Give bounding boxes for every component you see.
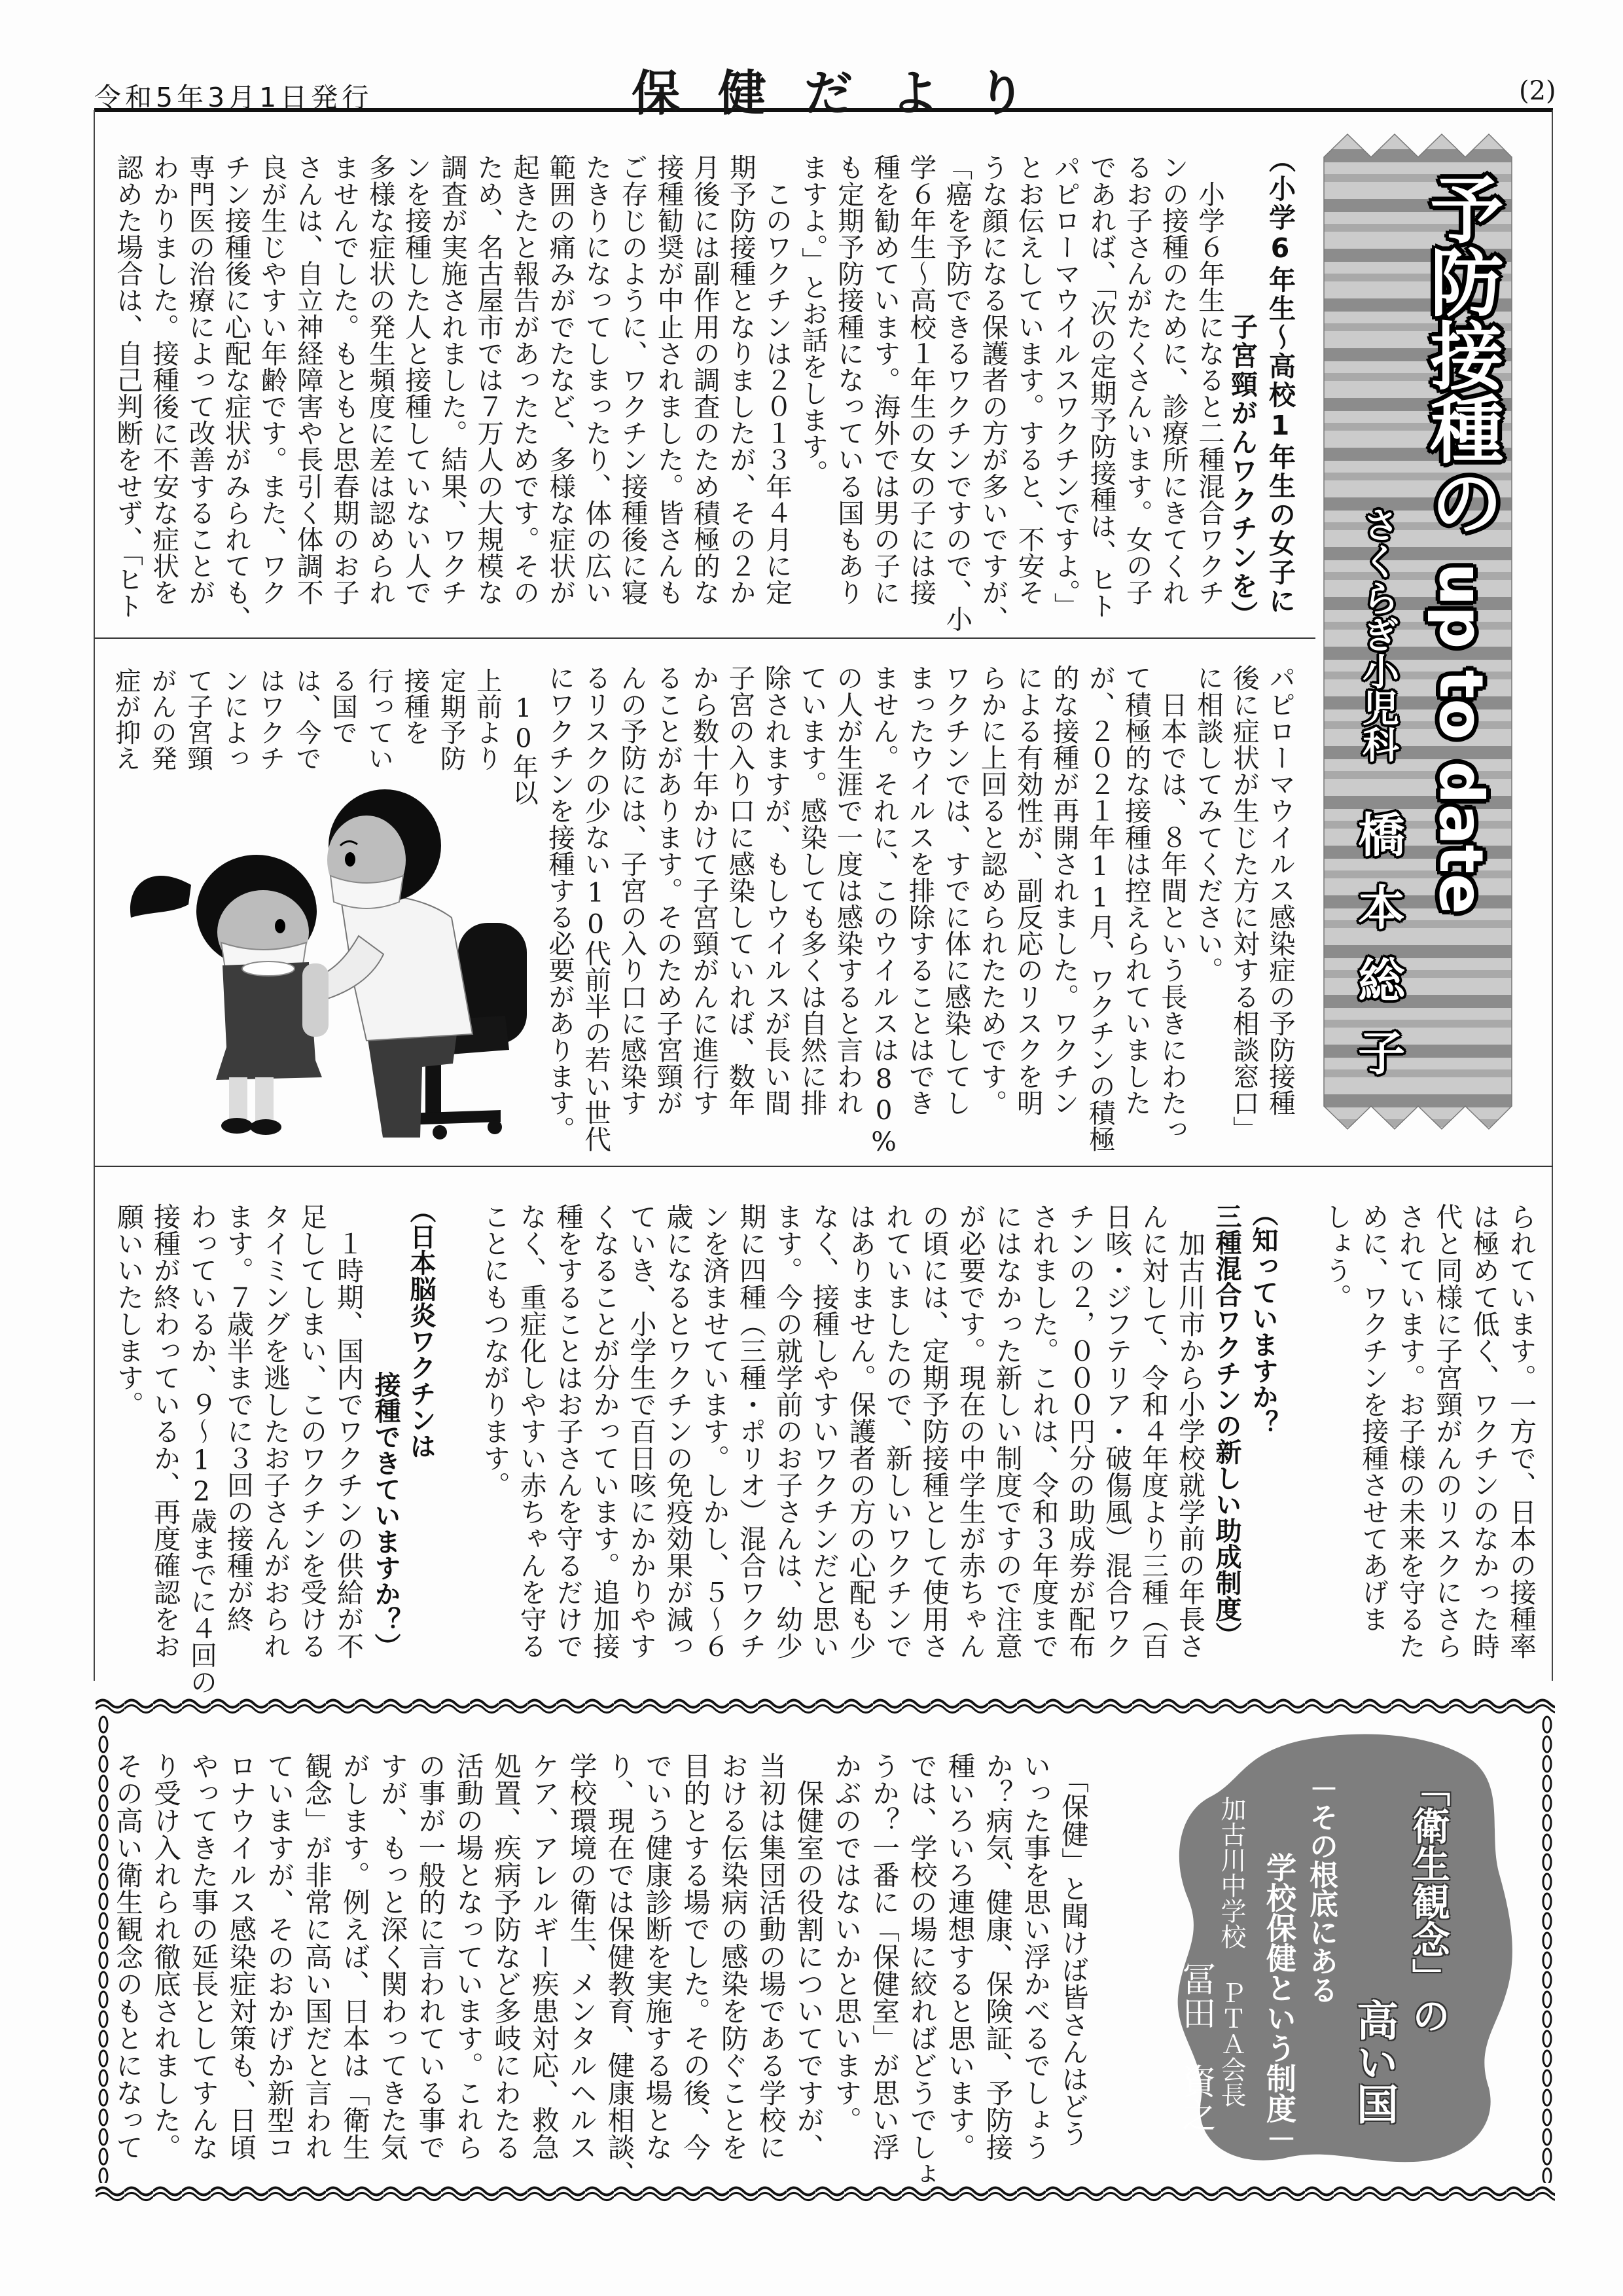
text-line: の事が一般的に言われている事で <box>414 1752 446 2161</box>
text-line: ています。感染しても多くは自然に排 <box>796 664 828 1117</box>
text-line: 的な接種が再開されました。ワクチン <box>1048 664 1080 1117</box>
text-line: さんは、自立神経障害や長引く体調不 <box>292 154 324 606</box>
text-line: 種いろいろ連想すると思います。 <box>943 1752 976 2161</box>
article-hpv-heading-1: （小学6年生～高校1年生の女子に <box>1264 146 1296 616</box>
text-line: 日咳・ジフテリア・破傷風）混合ワク <box>1101 1203 1133 1659</box>
wavy-border-top <box>96 1695 1555 1715</box>
text-line: 良が生じやすい年齢です。また、ワク <box>256 154 288 606</box>
article-je-body <box>110 1203 366 1695</box>
chain-border-right <box>1539 1715 1555 2183</box>
banner-title-jp: 予防接種の <box>1418 171 1503 538</box>
text-line: かぶのではないかと思います。 <box>830 1752 863 2134</box>
text-line: 上前より <box>472 668 503 771</box>
text-line: はありません。保護者の方の心配も少 <box>844 1203 876 1659</box>
column-body <box>108 1752 1092 2188</box>
text-line: チン接種後に心配な症状がみられても、 <box>220 154 252 632</box>
text-line: る国で <box>327 668 358 745</box>
text-line: 学校環境の衛生、メンタルヘルス <box>565 1752 597 2161</box>
text-line: 足してしまい、このワクチンを受ける <box>296 1203 327 1659</box>
text-line: 種を勧めています。海外では男の子に <box>869 154 901 606</box>
article-dtp-heading-1: （知っていますか？ <box>1248 1200 1278 1436</box>
text-line: られています。一方で、日本の接種率 <box>1505 1203 1537 1659</box>
text-line: るリスクの少ない10代前半の若い世代 <box>580 664 612 1153</box>
text-line: 観念」が非常に高い国だと言われ <box>300 1752 333 2161</box>
text-line: ませんでした。もともと思春期のお子 <box>328 154 360 606</box>
text-line: の頃には、定期予防接種として使用さ <box>918 1203 950 1659</box>
text-line: ことにもつながります。 <box>478 1203 510 1498</box>
text-line: 月後には副作用の調査のため積極的な <box>688 154 721 606</box>
article-hpv-body-continued <box>541 664 1298 1157</box>
text-line: すが、もっと深く関わってきた気 <box>376 1752 408 2161</box>
text-line: るお子さんがたくさんいます。女の子 <box>1121 154 1153 606</box>
section-divider-1 <box>94 637 1315 639</box>
text-line: ますよ。」とお話をします。 <box>796 154 829 486</box>
text-line: パピローマウイルスワクチンですよ。」 <box>1049 154 1081 619</box>
text-line: １時期、国内でワクチンの供給が不 <box>332 1203 364 1659</box>
text-line: されています。お子様の未来を守るた <box>1394 1203 1426 1659</box>
text-line: されました。これは、令和３年度まで <box>1027 1203 1060 1659</box>
text-line: 学６年生～高校１年生の女の子には接 <box>905 154 937 606</box>
text-line: り受け入れられ徹底されました。 <box>149 1752 181 2161</box>
article-dtp-heading-2: 三種混合ワクチンの新しい助成制度） <box>1211 1203 1241 1648</box>
newsletter-title: 保健だより <box>632 65 1063 122</box>
text-line: このワクチンは２０１３年４月に定 <box>760 154 793 606</box>
text-line: ンによっ <box>219 668 250 771</box>
text-line: は極めて低く、ワクチンのなかった時 <box>1468 1203 1500 1659</box>
text-line: にワクチンを接種する必要があります。 <box>544 664 576 1143</box>
text-line: まったウイルスを排除することはでき <box>904 664 936 1117</box>
banner-author: 橋本総子 <box>1350 810 1405 1101</box>
text-line: しょう。 <box>1320 1203 1352 1310</box>
text-line: 歳になるとワクチンの免疫効果が減っ <box>662 1203 694 1659</box>
text-line: ロナウイルス感染症対策も、日頃 <box>224 1752 257 2161</box>
text-line: でいう健康診断を実施する場とな <box>641 1752 673 2161</box>
column-author-school: 加古川中学校 <box>1217 1796 1246 1949</box>
text-line: その高い衛生観念のもとになって <box>111 1752 144 2161</box>
text-line: では、学校の場に絞ればどうでしょ <box>905 1752 938 2188</box>
text-line: 定期予防 <box>436 668 467 771</box>
text-line: 接種を <box>400 668 431 745</box>
text-line: 除されますが、もしウイルスが長い間 <box>760 664 792 1117</box>
text-line: 後に症状が生じた方に対する相談窓口」 <box>1228 664 1260 1143</box>
text-line: 日本では、８年間という長きにわたっ <box>1156 664 1188 1143</box>
text-line: ケア、アレルギー疾患対応、救急 <box>527 1752 560 2161</box>
article-je-heading-1: （日本脳炎ワクチンは <box>406 1197 436 1459</box>
column-title: 「衛生観念」の <box>1406 1768 1450 2034</box>
text-line: 当初は集団活動の場である学校に <box>754 1752 787 2161</box>
text-line: タイミングを逃したお子さんがおられ <box>259 1203 291 1659</box>
article-je-heading-2: 接種できていますか？） <box>370 1371 401 1659</box>
article-dtp-body <box>476 1203 1207 1659</box>
page-number: (2) <box>1519 76 1556 106</box>
text-line: て積極的な接種は控えられていました <box>1120 664 1152 1117</box>
text-line: 代と同様に子宮頸がんのリスクにさら <box>1431 1203 1463 1659</box>
text-line: に相談してみてください。 <box>1192 664 1224 984</box>
text-line: から数十年かけて子宮頸がんに進行す <box>688 664 720 1117</box>
text-line: ワクチンでは、すでに体に感染してし <box>940 664 972 1117</box>
banner-title <box>1420 171 1501 914</box>
text-line: なく、重症化しやすい赤ちゃんを守る <box>515 1203 547 1659</box>
text-line: たきりになってしまったり、体の広い <box>580 154 613 606</box>
text-line: らかに上回ると認められたためです。 <box>976 664 1008 1117</box>
text-line: 起きたと報告があったためです。その <box>508 154 541 606</box>
article-hpv-body <box>109 154 1227 632</box>
text-line: にはなかった新しい制度ですので注意 <box>991 1203 1023 1659</box>
text-line: 「保健」と聞けば皆さんはどう <box>1057 1752 1089 2147</box>
text-line: 「癌を予防できるワクチンですので、小 <box>941 154 973 632</box>
text-line: 10年以 <box>508 668 539 806</box>
banner-clinic: さくらぎ小児科 <box>1357 506 1399 762</box>
text-line: 小学６年生になると二種混合ワクチ <box>1194 154 1225 606</box>
text-line: わかりました。接種後に不安な症状を <box>148 154 180 606</box>
text-line: ていますが、そのおかげか新型コ <box>262 1752 295 2161</box>
column-author-role: ＰＴＡ会長 <box>1217 1980 1246 2108</box>
frame-right-line <box>1552 110 1553 1681</box>
text-line: て子宮頸 <box>183 668 214 771</box>
text-line: 接種勧奨が中止されました。皆さんも <box>652 154 685 606</box>
text-line: おける伝染病の感染を防ぐことを <box>716 1752 749 2161</box>
text-line: が、２０２１年11月、ワクチンの積極 <box>1084 664 1116 1153</box>
text-line: うな顔になる保護者の方が多いですが、 <box>977 154 1009 632</box>
text-line: ンを接種した人と接種していない人で <box>400 154 432 606</box>
text-line: んに対して、令和４年度より三種（百 <box>1137 1203 1169 1659</box>
text-line: んの予防には、子宮の入り口に感染す <box>616 664 648 1117</box>
text-line: がんの発 <box>147 668 177 771</box>
text-line: か？病気、健康、保険証、予防接 <box>981 1752 1014 2161</box>
text-line: れていましたので、新しいワクチンで <box>881 1203 913 1659</box>
text-line: であれば、「次の定期予防接種は、ヒト <box>1085 154 1117 619</box>
text-line: 症が抑え <box>111 668 141 771</box>
article-hpv-heading-2: 子宮頸がんワクチンを） <box>1226 313 1258 630</box>
text-line: とお伝えしています。すると、不安そ <box>1013 154 1045 606</box>
text-line: 認めた場合は、自己判断をせず、「ヒト <box>112 154 144 619</box>
frame-left-line <box>94 110 95 1681</box>
text-line: による有効性が、副反応のリスクを明 <box>1012 664 1044 1117</box>
text-line: ます。今の就学前のお子さんは、幼少 <box>772 1203 804 1659</box>
text-line: り、現在では保健教育、健康相談、 <box>603 1752 635 2188</box>
text-line: パピローマウイルス感染症の予防接種 <box>1264 664 1296 1117</box>
issue-date: 令和5年3月1日発行 <box>94 82 373 113</box>
text-line: ンの接種のために、診療所にきてくれ <box>1157 154 1189 606</box>
text-line: ため、名古屋市では７万人の大規模な <box>473 154 505 606</box>
text-line: がします。例えば、日本は「衛生 <box>338 1752 370 2161</box>
text-line: なく、接種しやすいワクチンだと思い <box>808 1203 840 1659</box>
text-line: 子宮の入り口に感染していれば、数年 <box>724 664 756 1117</box>
text-line: めに、ワクチンを接種させてあげま <box>1357 1203 1389 1632</box>
text-line: ることがあります。そのため子宮頸が <box>652 664 684 1117</box>
text-line: は、今で <box>291 668 322 771</box>
text-line: いった事を思い浮かべるでしょう <box>1019 1752 1052 2161</box>
text-line: も定期予防接種になっている国もあり <box>833 154 865 606</box>
text-line: はワクチ <box>255 668 286 771</box>
text-line: 期予防接種となりましたが、その２か <box>724 154 757 606</box>
text-line: 接種が終わっているか、再度確認をお <box>149 1203 181 1659</box>
text-line: ません。それに、このウイルスは80% <box>868 664 900 1157</box>
text-line: 処置、疾病予防など多岐にわたる <box>490 1752 522 2161</box>
text-line: わっているか、９～12歳までに４回の <box>186 1203 217 1695</box>
text-line: 専門医の治療によって改善することが <box>184 154 216 606</box>
text-line: 調査が実施されました。結果、ワクチ <box>437 154 469 606</box>
text-line: 願いいたします。 <box>113 1203 144 1418</box>
text-line: うか？一番に「保健室」が思い浮 <box>868 1752 901 2161</box>
text-line: くなることが分かっています。追加接 <box>588 1203 620 1659</box>
text-line: 期に四種（三種・ポリオ）混合ワクチ <box>735 1203 767 1659</box>
text-line: ます。７歳半までに３回の接種が終 <box>223 1203 254 1632</box>
text-line: やってきた事の延長としてすんな <box>187 1752 219 2161</box>
text-line: 範囲の痛みがでたなど、多様な症状が <box>544 154 577 606</box>
vaccination-illustration <box>130 789 527 1139</box>
text-line: が必要です。現在の中学生が赤ちゃん <box>954 1203 986 1659</box>
text-line: チンの２，０００円分の助成券が配布 <box>1064 1203 1096 1659</box>
article-hpv-closing <box>1318 1203 1539 1659</box>
column-title-2: 高い国 <box>1349 1999 1398 2125</box>
text-line: ンを済ませています。しかし、５～６ <box>698 1203 730 1659</box>
text-line: 種をすることはお子さんを守るだけで <box>552 1203 584 1659</box>
text-line: 保健室の役割についてですが、 <box>792 1752 825 2161</box>
text-line: ご存じのように、ワクチン接種後に寝 <box>616 154 649 606</box>
text-line: 多様な症状の発生頻度に差は認められ <box>364 154 396 606</box>
column-subtitle-1: －その根底にある <box>1304 1774 1338 2004</box>
text-line: 行ってい <box>364 668 395 771</box>
column-author-name: 冨田 資之 <box>1176 1962 1215 2132</box>
section-divider-2 <box>94 1166 1553 1167</box>
text-line: 活動の場となっています。これら <box>452 1752 484 2161</box>
banner-title-latin: up to date <box>1426 563 1496 914</box>
text-line: 目的とする場でした。その後、今 <box>679 1752 711 2161</box>
text-line: の人が生涯で一度は感染すると言われ <box>832 664 864 1117</box>
text-line: ていき、小学生で百日咳にかかりやす <box>625 1203 657 1659</box>
text-line: 加古川市から小学校就学前の年長さ <box>1174 1203 1205 1659</box>
column-subtitle-2: 学校保健という制度－ <box>1262 1852 1297 2153</box>
article-hpv-side-text <box>108 668 541 806</box>
